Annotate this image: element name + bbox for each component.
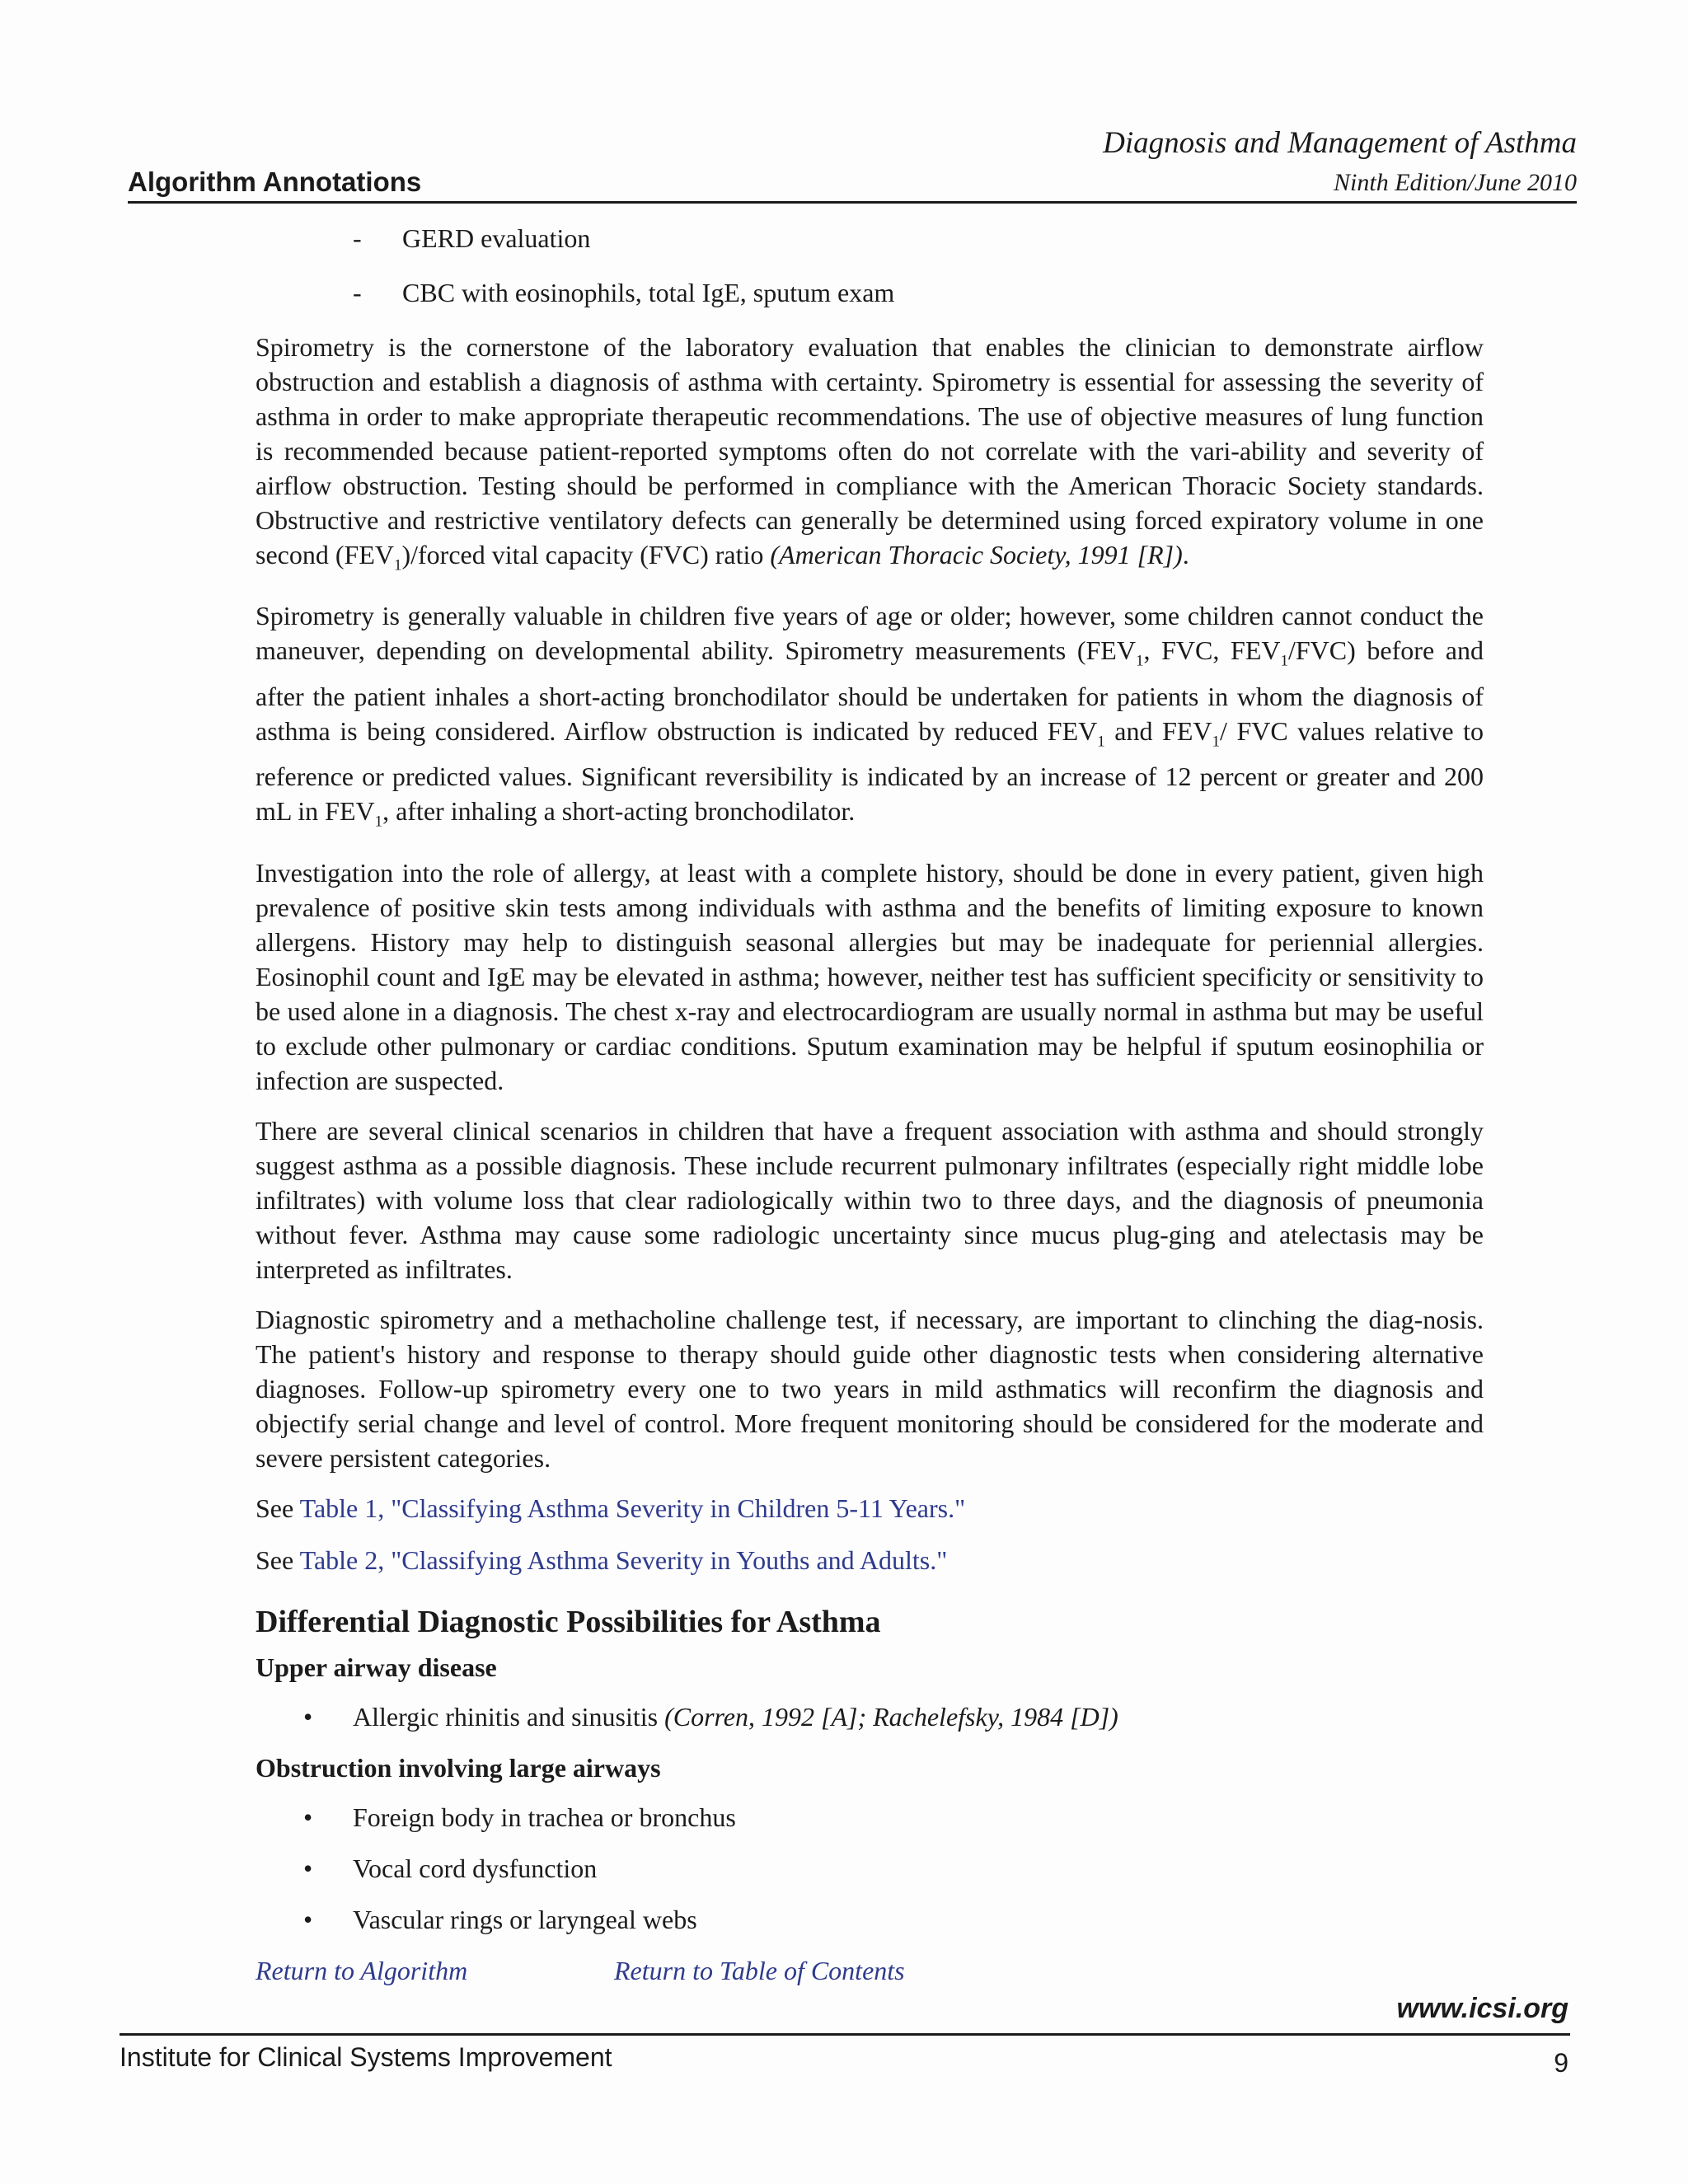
website-url[interactable]: www.icsi.org	[1396, 1993, 1568, 2024]
paragraph-spirometry: Spirometry is the cornerstone of the laboratory evaluation that enables the clinician to demonstrate airflow obstruction and establish a diagnosis of asthma with certainty. Spirometry is essential for assessing the severity of asthma in order to make appropriate therapeutic recommendations. The use of objective measures of lung function is recommended because patient-reported symptoms often do not correlate with the vari-ability and severity of airflow obstruction. Testing should be performed in compliance with the American Thoracic Society standards. Obstructive and restrictive ventilatory defects can generally be determined using forced expiratory volume in one second $(FEV_1)$/forced vital capacity (FVC) ratio (American Thoracic Society, 1991 [R]).	[256, 332, 1484, 574]
dash-item	[353, 221, 1484, 255]
table-1-link[interactable]: Table 1, "Classifying Asthma Severity in Children 5-11 Years."	[299, 1493, 966, 1523]
navigation-links	[256, 1953, 1484, 1988]
section-heading: Algorithm Annotations	[128, 166, 422, 197]
citation: (American Thoracic Society, 1991 [R])	[770, 540, 1183, 569]
list-item: • Vascular rings or laryngeal webs	[303, 1902, 1484, 1937]
paragraph-allergy: Investigation into the role of allergy, at least with a complete history, should be done in every patient, given high prevalence of positive skin tests among individuals with asthma and the benefits of limiting exposure to known allergens. History may help to distinguish seasonal allergies but may be inadequate for periennial allergies. Eosinophil count and IgE may be elevated in asthma; however, neither test has sufficient specificity or sensitivity to be used alone in a diagnosis. The chest x-ray and electrocardiogram are usually normal in asthma but may be useful to exclude other pulmonary or cardiac conditions. Sputum examination may be helpful if sputum eosinophilia or infection are suspected.	[256, 857, 1484, 1095]
dash-marker: -	[353, 278, 362, 307]
dash-item	[353, 275, 1484, 310]
paragraph-children: Spirometry is generally valuable in children five years of age or older; however, some children cannot conduct the maneuver, depending on developmental ability. Spirometry measurements ($FEV_1$, FVC, $FEV_1/FVC$) before and after the patient inhales a short-acting bronchodilator should be undertaken for patients in whom the diagnosis of asthma is being considered. Airflow obstruction is indicated by reduced $FEV_1$ and $FEV_1/$ FVC values relative to reference or predicted values. Significant reversibility is indicated by an increase of 12 percent or greater and 200 mL in $FEV_1$, after inhaling a short-acting bronchodilator.	[256, 601, 1484, 831]
large-airways-heading: Obstruction involving large airways	[256, 1752, 661, 1783]
edition-label: Ninth Edition/June 2010	[1334, 169, 1577, 196]
bullet-marker: •	[303, 1802, 313, 1832]
bullet-marker: •	[303, 1904, 313, 1934]
header-rule	[128, 201, 1577, 204]
dash-text: CBC with eosinophils, total IgE, sputum exam	[402, 278, 895, 307]
footer-rule	[120, 2033, 1570, 2036]
list-item: • Foreign body in trachea or bronchus	[303, 1800, 1484, 1835]
differential-heading: Differential Diagnostic Possibilities for Asthma	[256, 1604, 881, 1639]
document-title: Diagnosis and Management of Asthma	[1103, 126, 1577, 160]
paragraph-diagnostic: Diagnostic spirometry and a methacholine challenge test, if necessary, are important to clinching the diag-nosis. The patient's history and response to therapy should guide other diagnostic tests when considering alternative diagnoses. Follow-up spirometry every one to two years in mild asthmatics will reconfirm the diagnosis and objectify serial change and level of control. More frequent monitoring should be considered for the moderate and severe persistent categories.	[256, 1304, 1484, 1473]
footer-organization: Institute for Clinical Systems Improvement	[120, 2042, 612, 2072]
list-item: • Vocal cord dysfunction	[303, 1851, 1484, 1886]
bullet-marker: •	[303, 1701, 313, 1732]
bullet-marker: •	[303, 1853, 313, 1883]
table-2-link[interactable]: Table 2, "Classifying Asthma Severity in Youths and Adults."	[299, 1544, 948, 1575]
upper-airway-heading: Upper airway disease	[256, 1652, 497, 1682]
return-to-algorithm-link[interactable]: Return to Algorithm	[256, 1955, 468, 1985]
page-number: 9	[1554, 2048, 1568, 2078]
list-item: • Allergic rhinitis and sinusitis (Corren, 1992 [A]; Rachelefsky, 1984 [D])	[303, 1699, 1484, 1734]
return-to-toc-link[interactable]: Return to Table of Contents	[614, 1955, 905, 1985]
citation: (Corren, 1992 [A]; Rachelefsky, 1984 [D])	[664, 1701, 1118, 1732]
page-body	[256, 221, 1484, 1988]
dash-text: GERD evaluation	[402, 223, 591, 253]
paragraph-scenarios: There are several clinical scenarios in children that have a frequent association with asthma and should strongly suggest asthma as a possible diagnosis. These include recurrent pulmonary infiltrates (especially right middle lobe infiltrates) with volume loss that clear radiologically within two to three days, and the diagnosis of pneumonia without fever. Asthma may cause some radiologic uncertainty since mucus plug-ging and atelectasis may be interpreted as infiltrates.	[256, 1115, 1484, 1284]
dash-marker: -	[353, 223, 362, 253]
see-table-2: See Table 2, "Classifying Asthma Severity in Youths and Adults."	[256, 1544, 948, 1575]
see-table-1: See Table 1, "Classifying Asthma Severity in Children 5-11 Years."	[256, 1493, 966, 1523]
